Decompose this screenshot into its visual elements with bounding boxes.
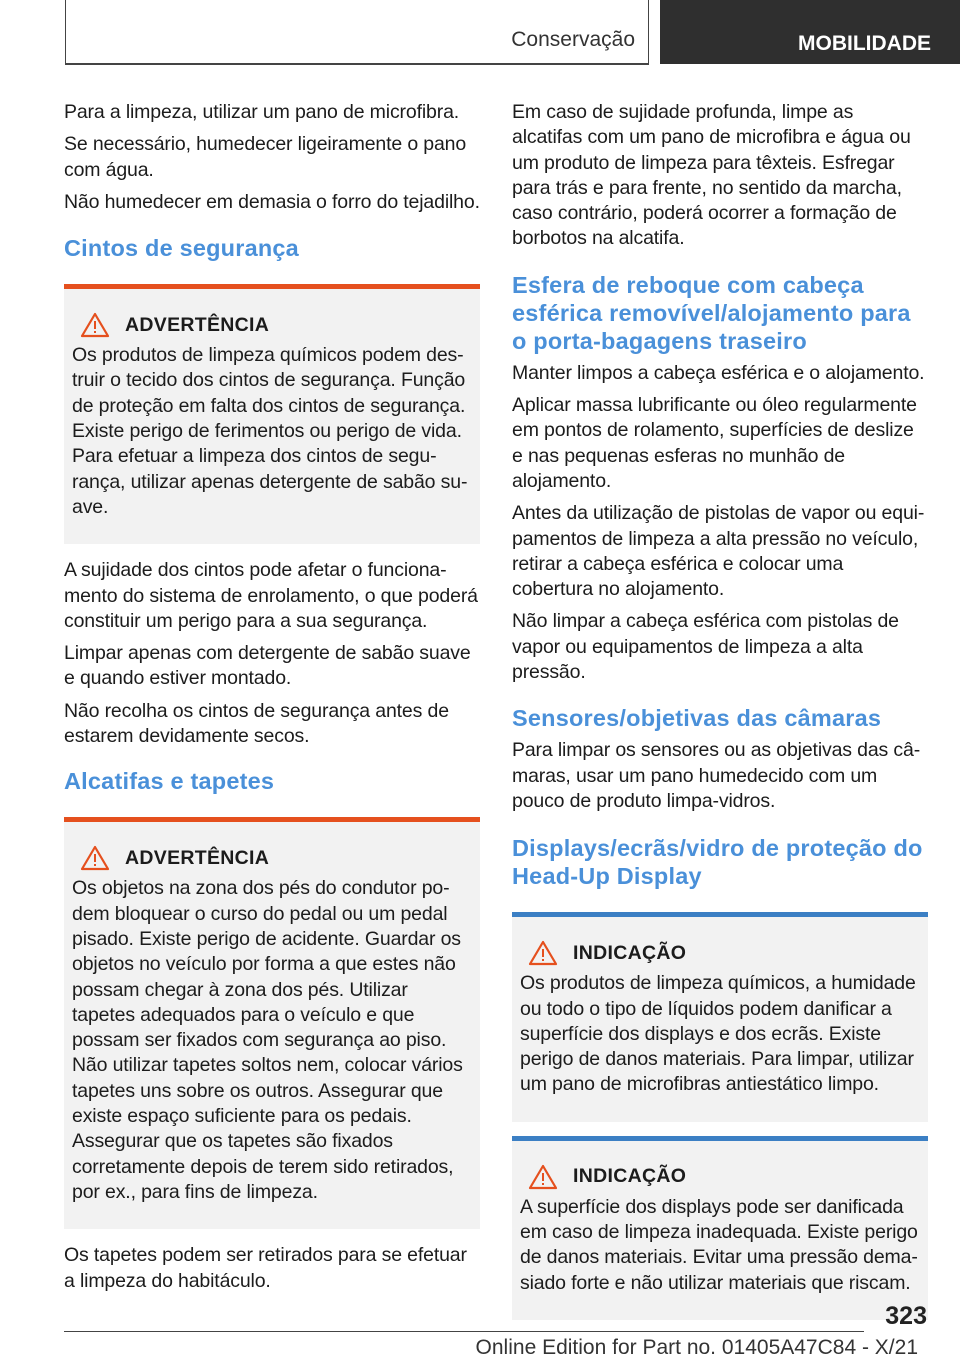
warning-triangle-icon bbox=[528, 1164, 558, 1190]
paragraph: Aplicar massa lubrificante ou óleo regularmente em pontos de rolamento, superfícies de deslize e nas pequenas esferas no munhão de alojamento. bbox=[512, 394, 917, 492]
paragraph: Manter limpos a cabeça esférica e o alojamento. bbox=[512, 361, 925, 384]
warning-title: ADVERTÊNCIA bbox=[125, 846, 270, 869]
paragraph: Não recolha os cintos de segurança antes de estarem devidamente secos. bbox=[64, 699, 449, 748]
paragraph: Antes da utilização de pistolas de vapor ou equipamentos de limpeza a alta pressão no veículo, retirar a cabeça esférica e colocar uma cobertura no alojamento. bbox=[512, 502, 925, 601]
left-column bbox=[64, 100, 480, 1301]
note-text: Os produtos de limpeza químicos, a humidade ou todo o tipo de líquidos podem danificar a superfície dos displays e dos ecrãs. Existe perigo de danos materiais. Para limpar, utilizar um pano de microfibras antiestático limpo. bbox=[520, 972, 916, 1096]
paragraph: Em caso de sujidade profunda, limpe as alcatifas com um pano de microfibra e água ou um produto de limpeza para têxteis. Esfregar para trás e para frente, no sentido da marcha, caso contrário, poderá ocorrer a formação de borbotos na alcatifa. bbox=[512, 101, 911, 250]
paragraph: Limpar apenas com detergente de sabão suave e quando estiver montado. bbox=[64, 642, 471, 690]
paragraph: Não humedecer em demasia o forro do tejadilho. bbox=[64, 190, 480, 213]
warning-triangle-icon bbox=[80, 845, 110, 871]
heading-displays: Displays/ecrãs/vidro de proteção do Head-Up Display bbox=[512, 835, 923, 890]
edition-note: Online Edition for Part no. 01405A47C84 - X/21 bbox=[475, 1336, 918, 1359]
paragraph: Para a limpeza, utilizar um pano de microfibra. bbox=[64, 101, 460, 123]
note-box-displays bbox=[512, 912, 928, 1121]
warning-title: ADVERTÊNCIA bbox=[125, 313, 270, 336]
warning-triangle-icon bbox=[80, 312, 110, 338]
section-title: Conservação bbox=[511, 28, 635, 51]
paragraph: Os tapetes podem ser retirados para se efetuar a limpeza do habitáculo. bbox=[64, 1244, 467, 1292]
paragraph: A sujidade dos cintos pode afetar o funcionamento do sistema de enrolamento, o que poderá constituir um perigo para a sua segurança. bbox=[64, 559, 478, 632]
note-title: INDICAÇÃO bbox=[573, 941, 687, 964]
warning-box-belts bbox=[64, 284, 480, 544]
footer-rule bbox=[64, 1331, 864, 1332]
warning-text: Os produtos de limpeza químicos podem destruir o tecido dos cintos de segurança. Função de proteção em falta dos cintos de segurança. Existe perigo de ferimentos ou perigo de vida. Para efetuar a limpeza dos cintos de segurança, utilizar apenas detergente de sabão suave. bbox=[72, 344, 468, 518]
paragraph: Se necessário, humedecer ligeiramente o pano com água. bbox=[64, 133, 467, 181]
warning-text: Os objetos na zona dos pés do condutor podem bloquear o curso do pedal ou um pedal pisado. Existe perigo de acidente. Guardar os objetos no veículo por forma a que estes não possam chegar à zona dos pés. Utilizar tapetes adequados para o veículo e que possam ser fixados com segurança ao piso. Não utilizar tapetes soltos nem, colocar vários tapetes uns sobre os outros. Assegurar que existe espaço suficiente para os pedais. Assegurar que os tapetes são fixados corretamente depois de terem sido retirados, por ex., para fins de limpeza. bbox=[72, 877, 463, 1203]
heading-mats: Alcatifas e tapetes bbox=[64, 768, 275, 795]
note-title: INDICAÇÃO bbox=[573, 1165, 687, 1188]
heading-sensors: Sensores/objetivas das câmaras bbox=[512, 705, 882, 732]
paragraph: Para limpar os sensores ou as objetivas das câmaras, usar um pano humedecido com um pouco de produto limpa-vidros. bbox=[512, 739, 921, 812]
heading-seat-belts: Cintos de segurança bbox=[64, 235, 299, 262]
chapter-tab-label: MOBILIDADE bbox=[798, 32, 931, 55]
note-box-displays-2 bbox=[512, 1136, 928, 1320]
warning-triangle-icon bbox=[528, 940, 558, 966]
header-rule-left bbox=[65, 0, 66, 64]
header-rule-bottom bbox=[65, 63, 649, 65]
right-column bbox=[512, 100, 928, 1334]
header-rule-right bbox=[648, 0, 649, 64]
paragraph: Não limpar a cabeça esférica com pistolas de vapor ou equipamentos de limpeza a alta pressão. bbox=[512, 610, 899, 684]
heading-tow-hitch: Esfera de reboque com cabeça esférica removível/alojamento para o porta-bagagens traseiro bbox=[512, 271, 911, 354]
chapter-tab bbox=[660, 0, 960, 64]
page-number: 323 bbox=[885, 1302, 927, 1330]
note-text: A superfície dos displays pode ser danificada em caso de limpeza inadequada. Existe perigo de danos materiais. Evitar uma pressão demasiado forte e não utilizar materiais que riscam. bbox=[520, 1195, 918, 1294]
warning-box-mats bbox=[64, 817, 480, 1229]
